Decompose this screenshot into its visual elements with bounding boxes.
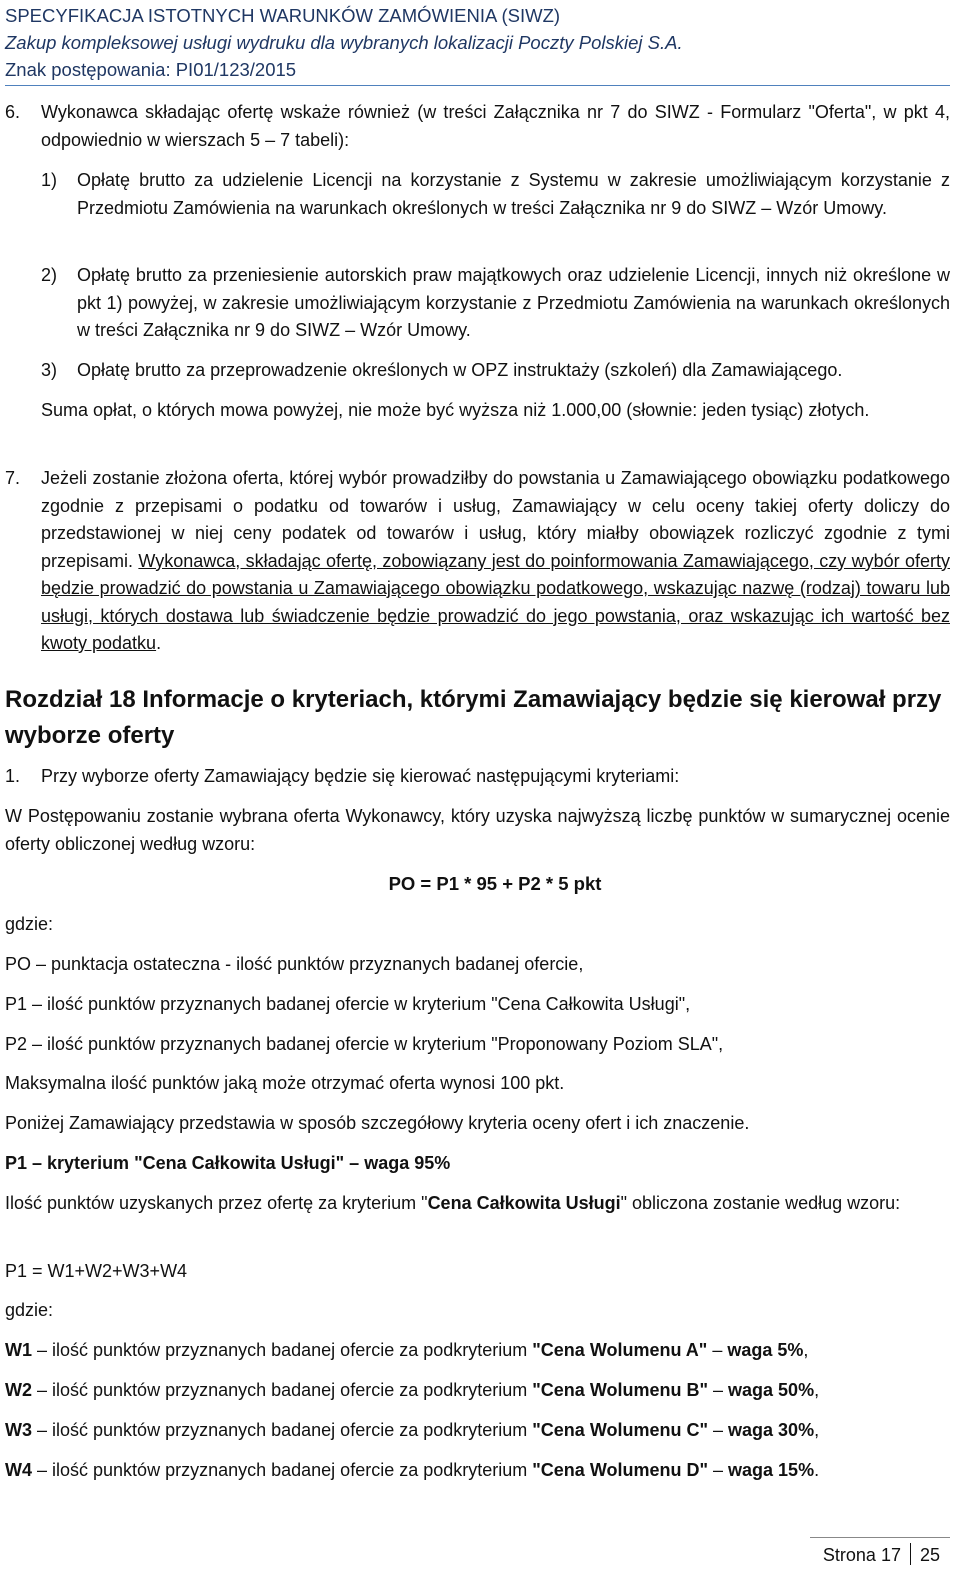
w-end: , <box>803 1340 809 1360</box>
w-text: – ilość punktów przyznanych badanej ofercie za podkryterium <box>32 1460 533 1480</box>
p1-criterion-heading: P1 – kryterium "Cena Całkowita Usługi" – waga 95% <box>5 1153 451 1173</box>
w-dash: – <box>707 1340 728 1360</box>
p1-desc-bold: Cena Całkowita Usługi <box>427 1193 621 1213</box>
w-name: "Cena Wolumenu D" <box>532 1460 709 1480</box>
header-subject: Zakup kompleksowej usługi wydruku dla wybranych lokalizacji Poczty Polskiej S.A. <box>5 32 683 53</box>
w-weight: waga 15% <box>728 1460 815 1480</box>
page-total: 25 <box>919 1545 940 1565</box>
criteria-intro: Poniżej Zamawiający przedstawia w sposób szczegółowy kryteria oceny ofert i ich znaczenie. <box>5 1113 750 1133</box>
w-text: – ilość punktów przyznanych badanej ofercie za podkryterium <box>32 1380 533 1400</box>
w-weight: waga 5% <box>727 1340 804 1360</box>
w-code: W4 <box>5 1460 32 1480</box>
main-formula: PO = P1 * 95 + P2 * 5 pkt <box>388 873 602 894</box>
item-6-sub2-number: 2) <box>41 265 58 285</box>
w-item <box>5 1337 950 1365</box>
p2-definition: P2 – ilość punktów przyznanych badanej ofercie w kryterium "Proponowany Poziom SLA", <box>5 1034 724 1054</box>
po-definition: PO – punktacja ostateczna - ilość punktów przyznanych badanej ofercie, <box>5 954 584 974</box>
p1-desc-start: Ilość punktów uzyskanych przez ofertę za kryterium " <box>5 1193 428 1213</box>
w-end: , <box>814 1380 820 1400</box>
footer-divider <box>810 1537 950 1538</box>
item-6-number: 6. <box>5 102 21 122</box>
header-divider <box>5 85 950 86</box>
w-end: . <box>814 1460 820 1480</box>
w-weight: waga 30% <box>728 1420 815 1440</box>
p1-desc-end: " obliczona zostanie według wzoru: <box>620 1193 901 1213</box>
footer-separator <box>910 1543 911 1565</box>
w-name: "Cena Wolumenu B" <box>532 1380 709 1400</box>
item-6-sub3-text: Opłatę brutto za przeprowadzenie określonych w OPZ instruktaży (szkoleń) dla Zamawiającego. <box>77 360 843 380</box>
w-text: – ilość punktów przyznanych badanej ofercie za podkryterium <box>32 1340 533 1360</box>
page-footer <box>823 1541 940 1569</box>
item-6-sub2-text: Opłatę brutto za przeniesienie autorskich praw majątkowych oraz udzielenie Licencji, innych niż określone w pkt 1) powyżej, w zakresie umożliwiającym korzystanie z Przedmiotu Zamówienia na warunkach określonych w treści Załącznika nr 9 do SIWZ – Wzór Umowy. <box>77 265 950 340</box>
item-7-text <box>41 465 950 658</box>
w-item <box>5 1457 950 1485</box>
item-7-text-end: . <box>156 633 162 653</box>
p1-formula: P1 = W1+W2+W3+W4 <box>5 1261 188 1281</box>
w-end: , <box>814 1420 820 1440</box>
document-header <box>5 2 955 83</box>
max-points: Maksymalna ilość punktów jaką może otrzymać oferta wynosi 100 pkt. <box>5 1073 565 1093</box>
header-reference: Znak postępowania: PI01/123/2015 <box>5 59 297 80</box>
item-7-number: 7. <box>5 468 21 488</box>
item-6-text: Wykonawca składając ofertę wskaże również (w treści Załącznika nr 7 do SIWZ - Formularz "Oferta", w pkt 4, odpowiednio w wierszach 5 – 7 tabeli): <box>41 102 950 150</box>
chapter-18-heading: Rozdział 18 Informacje o kryteriach, którymi Zamawiający będzie się kierował przy wyborze oferty <box>5 686 942 749</box>
chapter-18-item-1-number: 1. <box>5 766 21 786</box>
where-label-2: gdzie: <box>5 1300 54 1320</box>
chapter-18-item-1-text: Przy wyborze oferty Zamawiający będzie się kierować następującymi kryteriami: <box>41 766 680 786</box>
selection-intro: W Postępowaniu zostanie wybrana oferta Wykonawcy, który uzyska najwyższą liczbę punktów w sumarycznej ocenie oferty obliczonej według wzoru: <box>5 806 950 854</box>
item-7-text-plain: Jeżeli zostanie złożona oferta, której wybór prowadziłby do powstania u Zamawiającego obowiązku podatkowego zgodnie z przepisami o podatku od towarów i usług, Zamawiający w celu oceny takiej oferty doliczy do przedstawionej w niej ceny podatek od towarów i usług, który miałby obowiązek rozliczyć zgodnie z tymi przepisami. <box>41 468 950 571</box>
w-dash: – <box>708 1460 729 1480</box>
w-dash: – <box>708 1380 729 1400</box>
w-name: "Cena Wolumenu A" <box>532 1340 708 1360</box>
item-6-sub1-text: Opłatę brutto za udzielenie Licencji na korzystanie z Systemu w zakresie umożliwiającym korzystanie z Przedmiotu Zamówienia na warunkach określonych w treści Załącznika nr 9 do SIWZ – Wzór Umowy. <box>77 170 950 218</box>
w-item <box>5 1417 950 1445</box>
w-dash: – <box>708 1420 729 1440</box>
w-code: W2 <box>5 1380 32 1400</box>
where-label: gdzie: <box>5 914 54 934</box>
page-number: Strona 17 <box>822 1545 901 1565</box>
item-6-sum: Suma opłat, o których mowa powyżej, nie może być wyższa niż 1.000,00 (słownie: jeden tysiąc) złotych. <box>41 400 870 420</box>
header-title: SPECYFIKACJA ISTOTNYCH WARUNKÓW ZAMÓWIENIA (SIWZ) <box>5 5 561 26</box>
w-code: W3 <box>5 1420 32 1440</box>
w-text: – ilość punktów przyznanych badanej ofercie za podkryterium <box>32 1420 533 1440</box>
item-6-sub1-number: 1) <box>41 170 58 190</box>
p1-definition: P1 – ilość punktów przyznanych badanej ofercie w kryterium "Cena Całkowita Usługi", <box>5 994 691 1014</box>
w-item <box>5 1377 950 1405</box>
w-weight: waga 50% <box>728 1380 815 1400</box>
item-6-sub3-number: 3) <box>41 360 58 380</box>
p1-criterion-description <box>5 1190 950 1218</box>
item-7-text-underlined: Wykonawca, składając ofertę, zobowiązany jest do poinformowania Zamawiającego, czy wybór oferty będzie prowadzić do powstania u Zamawiającego obowiązku podatkowego, wskazując nazwę (rodzaj) towaru lub usługi, których dostawa lub świadczenie będzie prowadzić do jego powstania, oraz wskazując ich wartość bez kwoty podatku <box>41 550 950 653</box>
w-code: W1 <box>5 1340 32 1360</box>
w-name: "Cena Wolumenu C" <box>532 1420 709 1440</box>
